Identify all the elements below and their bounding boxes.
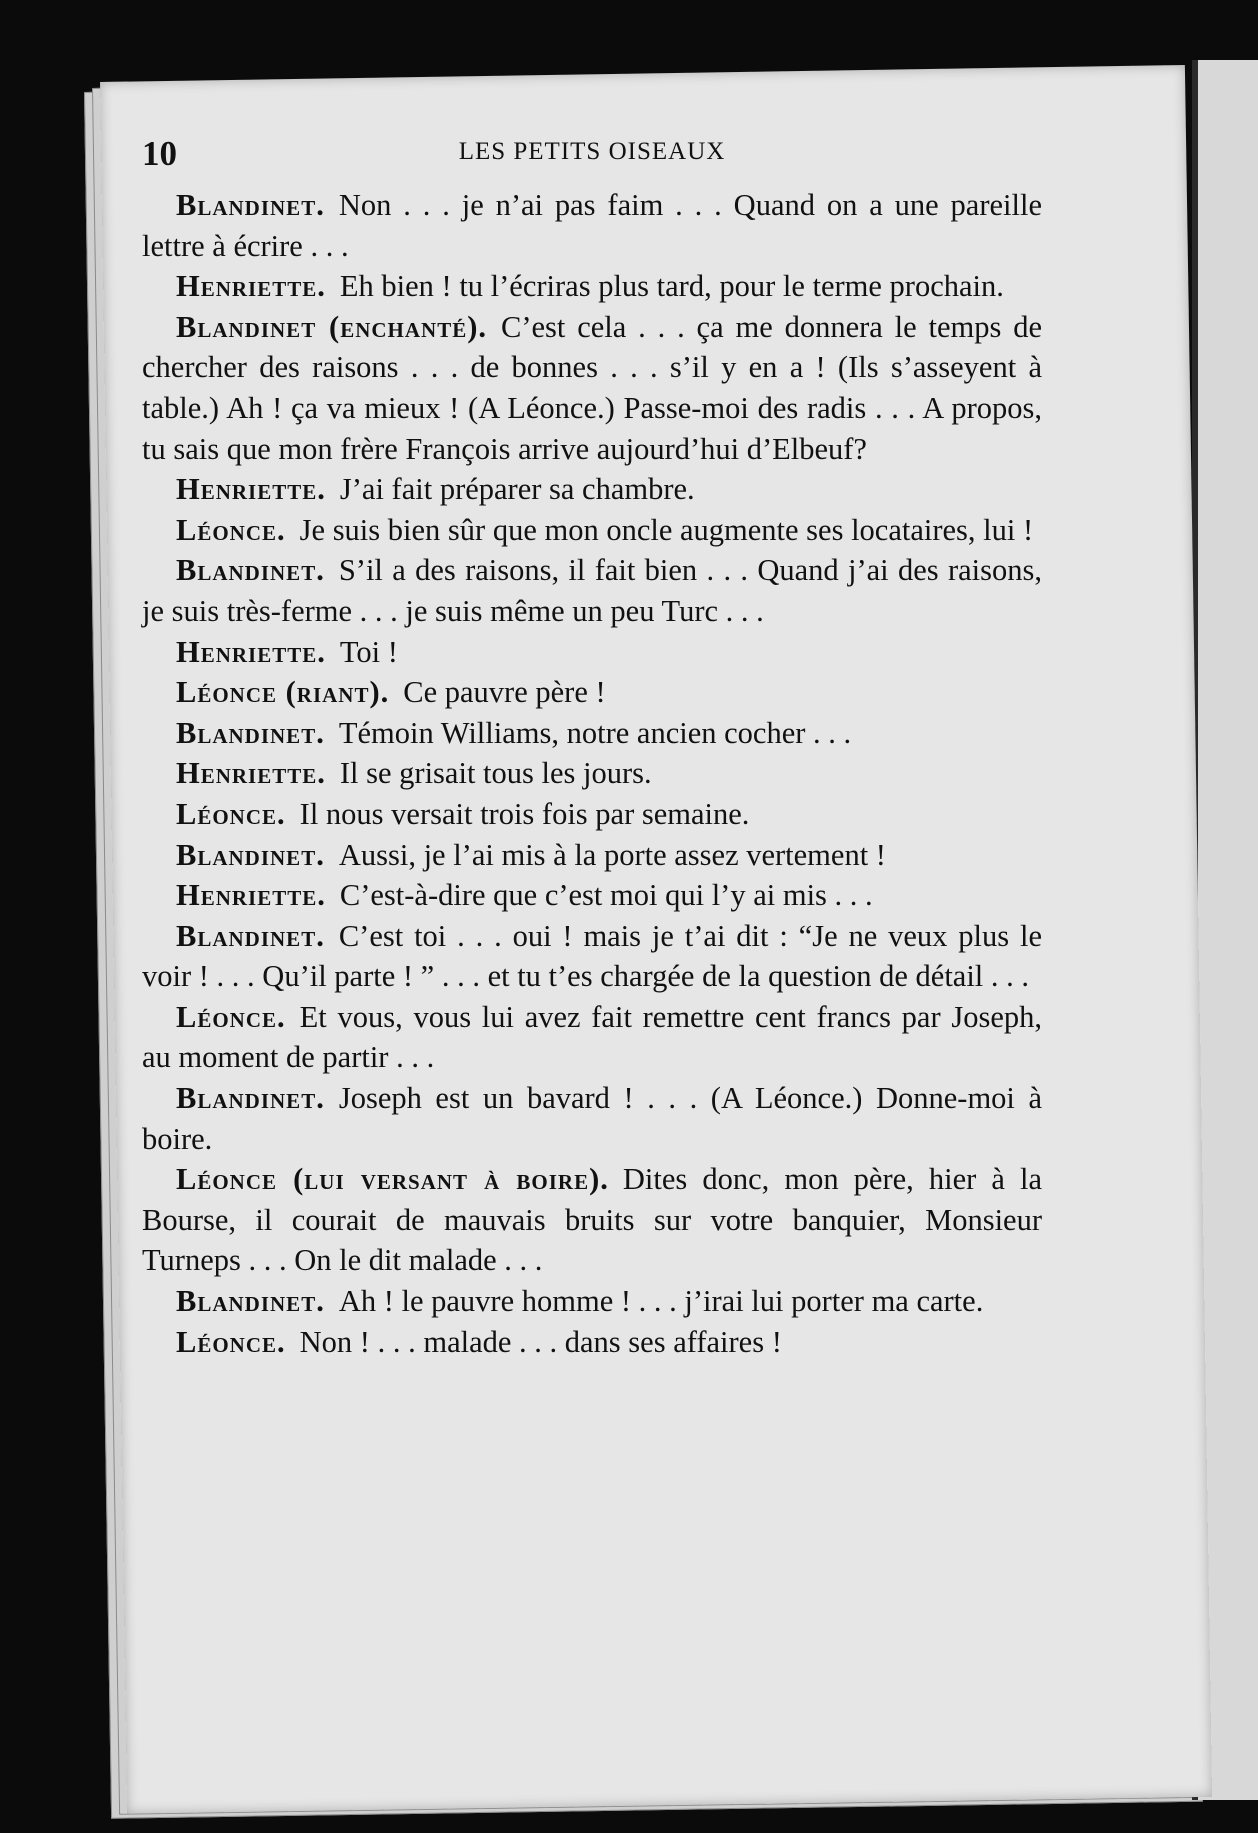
dialogue-line: [142, 835, 1042, 876]
speaker-name: Blandinet.: [176, 188, 325, 222]
speech-text: Ce pauvre père !: [403, 675, 606, 710]
dialogue-line: [142, 753, 1042, 794]
speaker-name: Henriette.: [176, 472, 326, 507]
speech-text: Aussi, je l’ai mis à la porte assez vertement !: [338, 837, 886, 872]
dialogue-line: [142, 1322, 1042, 1363]
speaker-name: Léonce (lui versant à boire).: [176, 1162, 609, 1197]
dialogue-line: [142, 469, 1042, 510]
speech-text: C’est-à-dire que c’est moi qui l’y ai mis . . .: [339, 878, 873, 913]
speaker-name: Henriette.: [176, 756, 326, 791]
speech-text: Toi !: [339, 634, 398, 669]
speech-text: Il nous versait trois fois par semaine.: [299, 796, 750, 831]
speech-text: C’est cela . . . ça me donnera le temps de chercher des raisons . . . de bonnes . . . s’il y en a ! (Ils s’asseyent à table.) Ah ! ça va mieux ! (A Léonce.) Passe-moi des radis . . . A propos, tu sais que mon frère François arrive aujourd’hui d’Elbeuf?: [142, 309, 1042, 466]
speech-text: Dites donc, mon père, hier à la Bourse, il courait de mauvais bruits sur votre banquier, Monsieur Turneps . . . On le dit malade . . .: [142, 1162, 1042, 1278]
speaker-name: Blandinet.: [176, 918, 325, 953]
dialogue-line: [142, 266, 1042, 307]
dialogue-line: [142, 550, 1042, 631]
speech-text: S’il a des raisons, il fait bien . . . Quand j’ai des raisons, je suis très-ferme . . . je suis même un peu Turc . . .: [142, 553, 1042, 628]
speaker-name: Blandinet.: [176, 837, 325, 872]
dialogue-line: [142, 713, 1042, 754]
speech-text: Joseph est un bavard ! . . . (A Léonce.) Donne-moi à boire.: [142, 1081, 1042, 1156]
dialogue-line: [142, 632, 1042, 673]
speech-text: Eh bien ! tu l’écriras plus tard, pour le terme prochain.: [339, 269, 1004, 304]
speaker-name: Léonce.: [176, 512, 286, 547]
dialogue-line: [142, 875, 1042, 916]
dialogue-line: [142, 185, 1042, 266]
speech-text: Non ! . . . malade . . . dans ses affaires !: [299, 1324, 782, 1359]
speaker-name: Henriette.: [176, 878, 326, 913]
speaker-name: Henriette.: [176, 634, 326, 669]
dialogue-text: [142, 185, 1042, 1362]
speaker-name: Blandinet.: [176, 553, 325, 588]
page-number: 10: [142, 134, 177, 173]
speaker-name: Léonce (riant).: [176, 675, 390, 710]
dialogue-line: [142, 1078, 1042, 1159]
dialogue-line: [142, 1281, 1042, 1322]
dialogue-line: [142, 794, 1042, 835]
dialogue-line: [142, 1159, 1042, 1281]
speaker-name: Blandinet.: [176, 1081, 325, 1116]
speech-text: J’ai fait préparer sa chambre.: [339, 472, 695, 507]
dialogue-line: [142, 997, 1042, 1078]
speaker-name: Léonce.: [176, 796, 286, 831]
dialogue-line: [142, 672, 1042, 713]
speaker-name: Léonce.: [176, 999, 286, 1034]
speech-text: Non . . . je n’ai pas faim . . . Quand on a une pareille lettre à écrire . . .: [142, 188, 1042, 263]
speech-text: Et vous, vous lui avez fait remettre cent francs par Joseph, au moment de partir . . .: [142, 999, 1042, 1075]
speech-text: Il se grisait tous les jours.: [339, 756, 652, 791]
dialogue-line: [142, 307, 1042, 469]
speaker-name: Blandinet (enchanté).: [176, 309, 487, 344]
dialogue-line: [142, 510, 1042, 551]
dialogue-line: [142, 916, 1042, 997]
speaker-name: Léonce.: [176, 1324, 286, 1359]
speech-text: Témoin Williams, notre ancien cocher . . .: [338, 715, 852, 750]
speech-text: Je suis bien sûr que mon oncle augmente ses locataires, lui !: [299, 512, 1034, 547]
speaker-name: Blandinet.: [176, 1284, 325, 1319]
speaker-name: Blandinet.: [176, 715, 325, 750]
running-title: LES PETITS OISEAUX: [458, 138, 726, 165]
speaker-name: Henriette.: [176, 269, 326, 304]
page-header: [142, 134, 1042, 184]
speech-text: Ah ! le pauvre homme ! . . . j’irai lui porter ma carte.: [338, 1284, 984, 1319]
speech-text: C’est toi . . . oui ! mais je t’ai dit : “Je ne veux plus le voir ! . . . Qu’il parte ! ” . . . et tu t’es chargée de la question de détail . . .: [142, 918, 1042, 994]
